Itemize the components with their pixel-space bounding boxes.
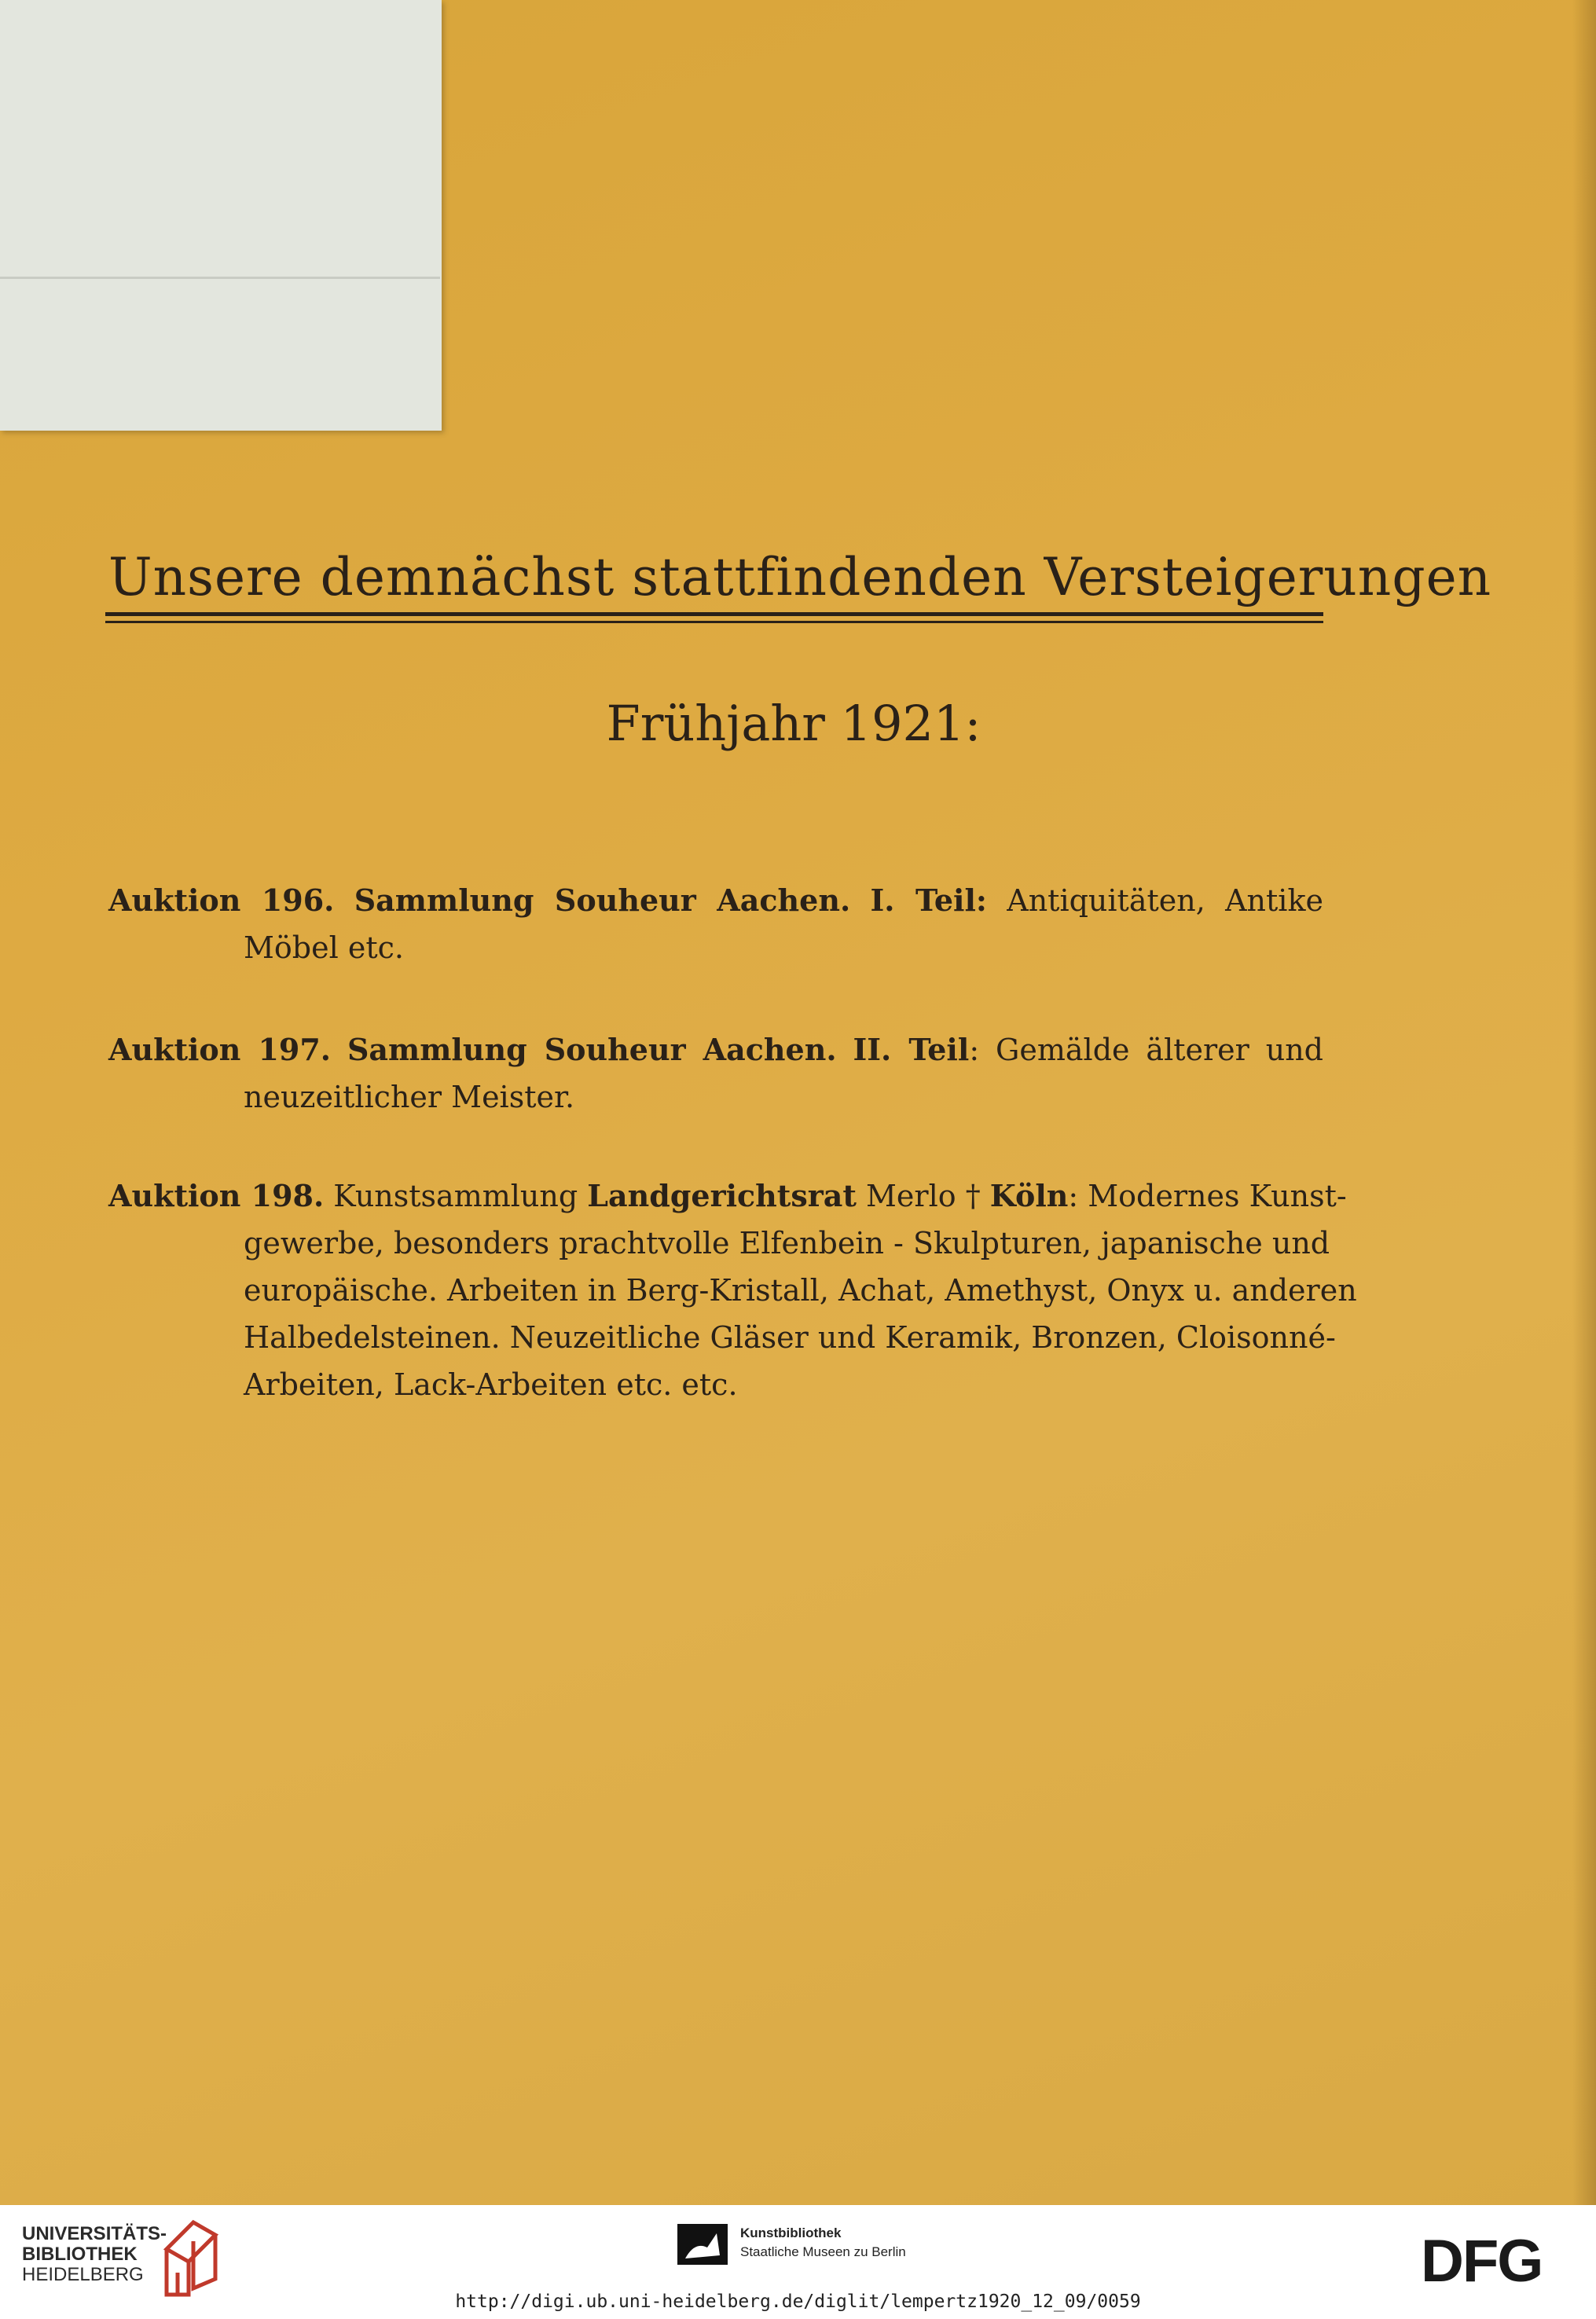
entry-segment: Merlo † — [856, 1179, 990, 1213]
kunstbibliothek-logo-icon[interactable] — [677, 2224, 728, 2265]
paper-slip — [0, 0, 442, 431]
entry-segment: : Modernes Kunst- — [1068, 1179, 1347, 1213]
entry-segment: Landgerichtsrat — [587, 1178, 857, 1213]
ub-line-1: UNIVERSITÄTS- — [22, 2223, 167, 2244]
permalink-url[interactable]: http://digi.ub.uni-heidelberg.de/diglit/lempertz1920_12_09/0059 — [455, 2291, 1141, 2312]
entry-segment: Sammlung Souheur Aachen. — [354, 882, 851, 918]
entry-segment: I. Teil: — [870, 882, 987, 918]
paper-slip-fold — [0, 277, 440, 279]
entry-line — [108, 924, 1323, 971]
entry-segment: neuzeitlicher Meister. — [244, 1080, 575, 1114]
entry-line — [108, 1267, 1357, 1314]
kunstbibliothek-logo-text[interactable] — [740, 2224, 906, 2262]
entry-line — [108, 1172, 1347, 1220]
heading-rule-thin — [105, 621, 1323, 623]
ub-line-3: HEIDELBERG — [22, 2264, 144, 2285]
entry-segment: Halbedelsteinen. Neuzeitliche Gläser und Keramik, Bronzen, Cloisonné- — [244, 1320, 1336, 1355]
entry-segment: Antiquitäten, Antike — [1007, 883, 1323, 918]
kb-sub: Staatliche Museen zu Berlin — [740, 2244, 906, 2259]
page-subheading: Frühjahr 1921: — [606, 695, 981, 752]
entry-segment: europäische. Arbeiten in Berg-Kristall, Achat, Amethyst, Onyx u. anderen — [244, 1273, 1357, 1308]
ub-heidelberg-logo-icon[interactable] — [162, 2218, 220, 2299]
entry-line — [108, 1073, 1323, 1121]
entry-line — [108, 1314, 1336, 1361]
heading-rule-thick — [105, 612, 1323, 616]
auction-entry-196 — [108, 877, 1323, 971]
entry-segment: Auktion 197. — [108, 1032, 332, 1067]
entry-segment: Auktion 198. — [108, 1178, 325, 1213]
entry-segment: Möbel etc. — [244, 930, 404, 965]
page-edge-shadow — [1572, 0, 1596, 2205]
page-heading: Unsere demnächst stattfindenden Versteigerungen — [108, 547, 1492, 607]
entry-segment: Auktion 196. — [108, 882, 335, 918]
ub-line-2: BIBLIOTHEK — [22, 2244, 138, 2265]
entry-line — [108, 1361, 1323, 1408]
entry-segment: Köln — [989, 1178, 1069, 1213]
auction-entry-197 — [108, 1026, 1323, 1121]
entry-segment: Sammlung Souheur Aachen. — [347, 1032, 837, 1067]
ub-heidelberg-logo-text[interactable] — [22, 2224, 167, 2285]
entry-line — [108, 1220, 1330, 1267]
entry-segment: : Gemälde älterer und — [969, 1033, 1323, 1067]
dfg-logo[interactable]: DFG — [1421, 2228, 1543, 2295]
entry-segment: II. Teil — [853, 1032, 970, 1067]
entry-segment: Arbeiten, Lack-Arbeiten etc. etc. — [244, 1367, 738, 1402]
entry-line — [108, 877, 1323, 924]
kb-name: Kunstbibliothek — [740, 2225, 842, 2240]
entry-line — [108, 1026, 1323, 1073]
entry-segment: gewerbe, besonders prachtvolle Elfenbein - Skulpturen, japanische und — [244, 1226, 1330, 1260]
entry-segment: Kunstsammlung — [324, 1179, 588, 1213]
auction-entry-198 — [108, 1172, 1357, 1408]
